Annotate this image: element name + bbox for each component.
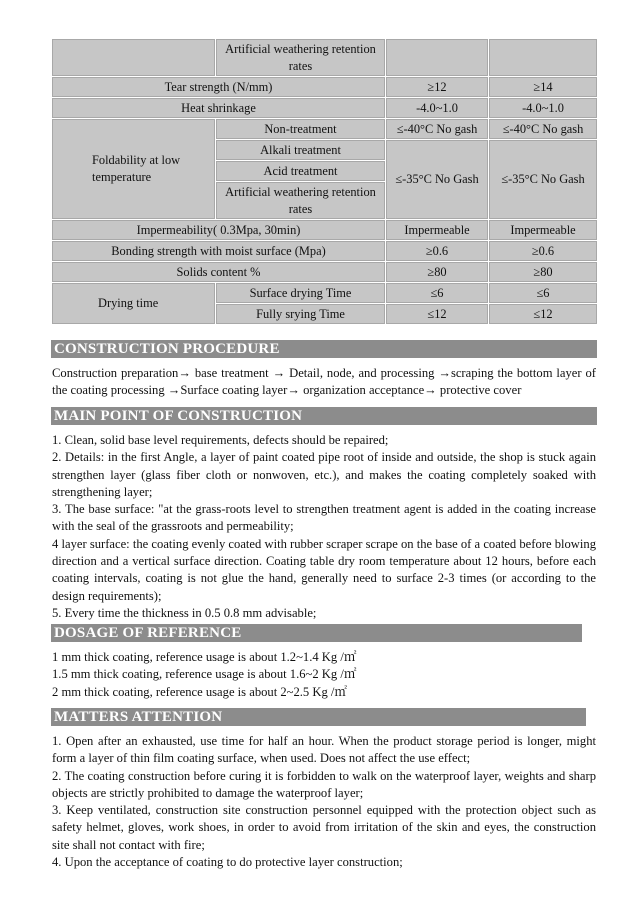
table-row <box>52 77 598 98</box>
dosage-list <box>52 649 596 701</box>
list-item: 3. The base surface: "at the grass-roots level to strengthen treatment agent is added in the coating increase with the seal of the grassroots and permeability; <box>52 502 596 534</box>
table-cell: Bonding strength with moist surface (Mpa) <box>52 241 386 262</box>
section-heading-main-point: MAIN POINT OF CONSTRUCTION <box>51 407 597 425</box>
paragraph-text: Construction preparation→ base treatment → Detail, node, and processing →scraping the bottom layer of the coating processing →Surface coating layer→ organization acceptance→ protective cover <box>52 366 596 398</box>
table-cell: ≥0.6 <box>489 241 598 262</box>
table-cell: Alkali treatment <box>216 140 386 161</box>
table-cell <box>489 39 598 77</box>
list-item: 3. Keep ventilated, construction site construction personnel equipped with the protection object such as safety helmet, gloves, work shoes, in order to avoid from irritation of the skin and eyes, the construction site shall not contact with fire; <box>52 803 596 852</box>
table-cell: Foldability at low temperature <box>52 119 216 220</box>
list-item: 2 mm thick coating, reference usage is about 2~2.5 Kg /㎡ <box>52 684 347 699</box>
table-cell: Non-treatment <box>216 119 386 140</box>
table-cell <box>386 39 489 77</box>
table-cell: ≤12 <box>386 304 489 325</box>
table-cell: ≥80 <box>489 262 598 283</box>
table-cell: ≤-40°C No gash <box>489 119 598 140</box>
table-row <box>52 39 598 77</box>
table-row <box>52 119 598 140</box>
table-cell: -4.0~1.0 <box>489 98 598 119</box>
section-heading-dosage: DOSAGE OF REFERENCE <box>51 624 582 642</box>
table-cell: ≤6 <box>386 283 489 304</box>
table-cell: ≥0.6 <box>386 241 489 262</box>
table-row <box>52 241 598 262</box>
list-item: 2. Details: in the first Angle, a layer of paint coated pipe root of inside and outside, the shop is stuck again strengthen layer (glass fiber cloth or nonwoven, etc.), and makes the coating completely soaked with strengthening layer; <box>52 450 596 499</box>
table-cell: Impermeable <box>489 220 598 241</box>
list-item: 4. Upon the acceptance of coating to do protective layer construction; <box>52 855 403 870</box>
table-cell: ≥12 <box>386 77 489 98</box>
table-row <box>52 220 598 241</box>
table-cell: -4.0~1.0 <box>386 98 489 119</box>
table-row <box>52 98 598 119</box>
matters-list <box>52 733 596 871</box>
section-heading-construction: CONSTRUCTION PROCEDURE <box>51 340 597 358</box>
table-row <box>52 262 598 283</box>
table-row <box>52 283 598 304</box>
table-cell: Surface drying Time <box>216 283 386 304</box>
section-heading-matters: MATTERS ATTENTION <box>51 708 586 726</box>
table-cell: ≤-40°C No gash <box>386 119 489 140</box>
list-item: 1 mm thick coating, reference usage is about 1.2~1.4 Kg /㎡ <box>52 650 357 664</box>
list-item: 1.5 mm thick coating, reference usage is about 1.6~2 Kg /㎡ <box>52 667 357 682</box>
list-item: 1. Clean, solid base level requirements, defects should be repaired; <box>52 433 389 447</box>
table-cell: Artificial weathering retention rates <box>216 39 386 77</box>
table-cell: ≤6 <box>489 283 598 304</box>
table-cell: Acid treatment <box>216 161 386 182</box>
list-item: 4 layer surface: the coating evenly coated with rubber scraper scrape on the base of a coated before blowing direction and a vertical surface direction. Coating table dry room temperature about 12 hours, before each coating intervals, coating is not glue the hand, generally need to surface 2-3 times (or according to the design requirements); <box>52 536 596 603</box>
table-cell: Impermeability( 0.3Mpa, 30min) <box>52 220 386 241</box>
spec-table <box>51 38 598 325</box>
table-cell: Fully srying Time <box>216 304 386 325</box>
table-cell: Artificial weathering retention rates <box>216 182 386 220</box>
table-cell: Heat shrinkage <box>52 98 386 119</box>
table-cell: Drying time <box>52 283 216 325</box>
list-item: 5. Every time the thickness in 0.5 0.8 mm advisable; <box>52 605 317 620</box>
table-cell: ≤12 <box>489 304 598 325</box>
list-item: 1. Open after an exhausted, use time for half an hour. When the product storage period is longer, might form a layer of thin film coating surface, when used. Does not affect the use effect; <box>52 734 596 766</box>
table-cell: ≥80 <box>386 262 489 283</box>
table-cell: ≤-35°C No Gash <box>386 140 489 220</box>
table-cell: Solids content % <box>52 262 386 283</box>
construction-paragraph <box>52 365 596 400</box>
table-cell <box>52 39 216 77</box>
main-point-list <box>52 432 596 622</box>
table-cell: ≤-35°C No Gash <box>489 140 598 220</box>
table-cell: ≥14 <box>489 77 598 98</box>
table-cell: Impermeable <box>386 220 489 241</box>
list-item: 2. The coating construction before curing it is forbidden to walk on the waterproof layer, weights and sharp objects are strictly prohibited to damage the waterproof layer; <box>52 768 596 800</box>
table-cell: Tear strength (N/mm) <box>52 77 386 98</box>
